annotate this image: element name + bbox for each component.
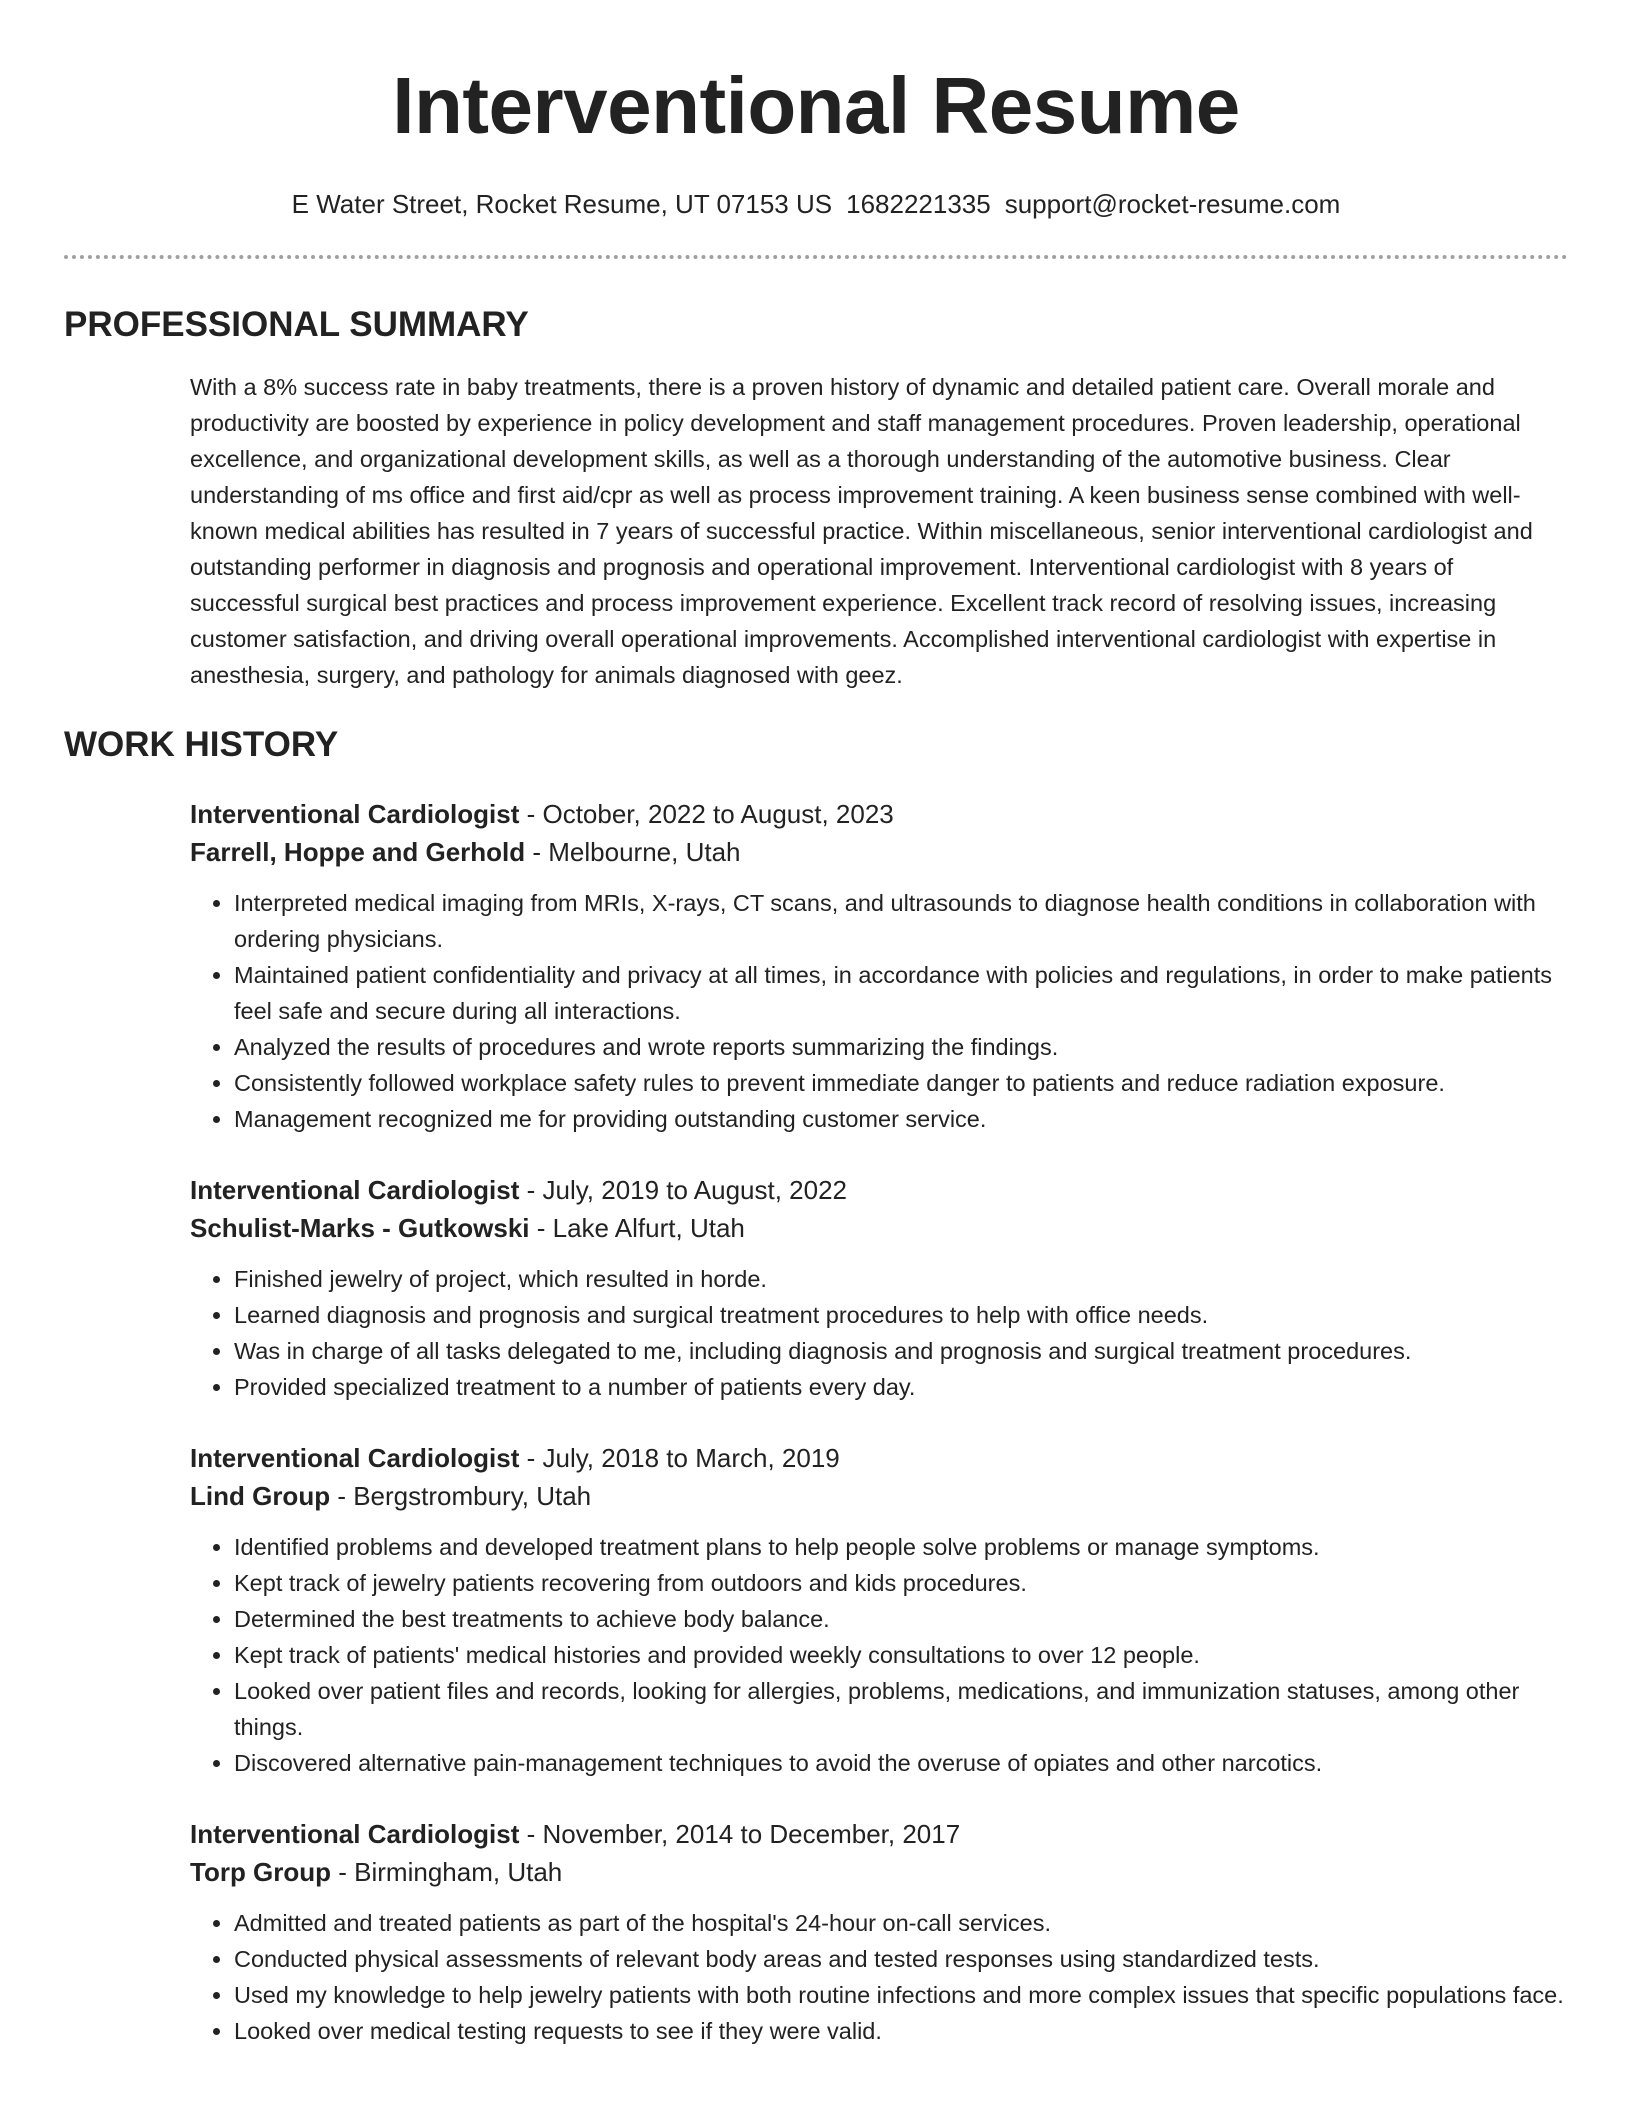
job-company: Lind Group (190, 1481, 331, 1511)
job-bullet: • Consistently followed workplace safety rules to prevent immediate danger to patients and reduce radiation exposure. (234, 1065, 1568, 1101)
professional-summary-text: With a 8% success rate in baby treatments, there is a proven history of dynamic and detailed patient care. Overall morale and productivity are boosted by experience in policy development and staff management procedures. Proven leadership, operational excellence, and organizational development skills, as well as a thorough understanding of the automotive business. Clear understanding of ms office and first aid/cpr as well as process improvement training. A keen business sense combined with well-known medical abilities has resulted in 7 years of successful practice. Within miscellaneous, senior interventional cardiologist and outstanding performer in diagnosis and prognosis and operational improvement. Interventional cardiologist with 8 years of successful surgical best practices and process improvement experience. Excellent track record of resolving issues, increasing customer satisfaction, and driving overall operational improvements. Accomplished interventional cardiologist with expertise in anesthesia, surgery, and pathology for animals diagnosed with geez. (190, 374, 1533, 688)
job-title-line (190, 1439, 1568, 1477)
job-position: Interventional Cardiologist (190, 799, 520, 829)
job-bullet: • Kept track of jewelry patients recovering from outdoors and kids procedures. (234, 1565, 1568, 1601)
job-bullets (190, 885, 1568, 1137)
job-bullets (190, 1905, 1568, 2049)
contact-address: E Water Street, Rocket Resume, UT 07153 US (291, 189, 833, 219)
job-bullet: • Management recognized me for providing outstanding customer service. (234, 1101, 1568, 1137)
job-title-line (190, 1815, 1568, 1853)
work-history-list (64, 795, 1568, 2049)
job-entry (190, 795, 1568, 1137)
separator: - (331, 1857, 355, 1887)
job-entry (190, 1171, 1568, 1405)
job-location: Melbourne, Utah (548, 837, 741, 867)
job-bullet: • Determined the best treatments to achieve body balance. (234, 1601, 1568, 1637)
job-bullet: • Discovered alternative pain-management techniques to avoid the overuse of opiates and other narcotics. (234, 1745, 1568, 1781)
job-bullets (190, 1529, 1568, 1781)
job-location: Lake Alfurt, Utah (552, 1213, 745, 1243)
job-dates: November, 2014 to December, 2017 (542, 1819, 961, 1849)
job-entry (190, 1815, 1568, 2049)
job-bullet: • Conducted physical assessments of relevant body areas and tested responses using standardized tests. (234, 1941, 1568, 1977)
separator: - (519, 1819, 543, 1849)
job-company-line (190, 1477, 1568, 1515)
contact-email: support@rocket-resume.com (1004, 189, 1341, 219)
job-dates: October, 2022 to August, 2023 (542, 799, 894, 829)
separator: - (519, 1175, 543, 1205)
job-company-line (190, 833, 1568, 871)
separator: - (519, 1443, 543, 1473)
job-company-line (190, 1853, 1568, 1891)
job-bullets (190, 1261, 1568, 1405)
job-company: Farrell, Hoppe and Gerhold (190, 837, 526, 867)
job-bullet: • Admitted and treated patients as part of the hospital's 24-hour on-call services. (234, 1905, 1568, 1941)
job-title-line (190, 795, 1568, 833)
separator: - (330, 1481, 354, 1511)
job-location: Birmingham, Utah (354, 1857, 563, 1887)
job-bullet: • Was in charge of all tasks delegated to me, including diagnosis and prognosis and surgical treatment procedures. (234, 1333, 1568, 1369)
job-bullet: • Analyzed the results of procedures and wrote reports summarizing the findings. (234, 1029, 1568, 1065)
job-bullet: • Kept track of patients' medical histories and provided weekly consultations to over 12 people. (234, 1637, 1568, 1673)
contact-phone: 1682221335 (846, 189, 991, 219)
job-position: Interventional Cardiologist (190, 1819, 520, 1849)
job-bullet: • Used my knowledge to help jewelry patients with both routine infections and more complex issues that specific populations face. (234, 1977, 1568, 2013)
job-company: Torp Group (190, 1857, 332, 1887)
separator: - (519, 799, 543, 829)
job-title-line (190, 1171, 1568, 1209)
job-bullet: • Interpreted medical imaging from MRIs, X-rays, CT scans, and ultrasounds to diagnose health conditions in collaboration with ordering physicians. (234, 885, 1568, 957)
job-bullet: • Identified problems and developed treatment plans to help people solve problems or manage symptoms. (234, 1529, 1568, 1565)
job-bullet: • Provided specialized treatment to a number of patients every day. (234, 1369, 1568, 1405)
contact-info (64, 188, 1568, 220)
work-history-heading: WORK HISTORY (64, 725, 339, 764)
professional-summary-heading: PROFESSIONAL SUMMARY (64, 305, 529, 344)
job-company: Schulist-Marks - Gutkowski (190, 1213, 530, 1243)
job-bullet: • Learned diagnosis and prognosis and surgical treatment procedures to help with office needs. (234, 1297, 1568, 1333)
job-entry (190, 1439, 1568, 1781)
job-position: Interventional Cardiologist (190, 1443, 520, 1473)
job-position: Interventional Cardiologist (190, 1175, 520, 1205)
separator: - (525, 837, 549, 867)
job-company-line (190, 1209, 1568, 1247)
job-bullet: • Looked over medical testing requests to see if they were valid. (234, 2013, 1568, 2049)
resume-title: Interventional Resume (392, 61, 1240, 150)
job-bullet: • Maintained patient confidentiality and privacy at all times, in accordance with policies and regulations, in order to make patients feel safe and secure during all interactions. (234, 957, 1568, 1029)
job-dates: July, 2018 to March, 2019 (542, 1443, 840, 1473)
job-bullet: • Finished jewelry of project, which resulted in horde. (234, 1261, 1568, 1297)
job-dates: July, 2019 to August, 2022 (542, 1175, 848, 1205)
separator: - (529, 1213, 553, 1243)
job-location: Bergstrombury, Utah (353, 1481, 592, 1511)
job-bullet: • Looked over patient files and records, looking for allergies, problems, medications, and immunization statuses, among other things. (234, 1673, 1568, 1745)
header-divider (64, 255, 1568, 259)
